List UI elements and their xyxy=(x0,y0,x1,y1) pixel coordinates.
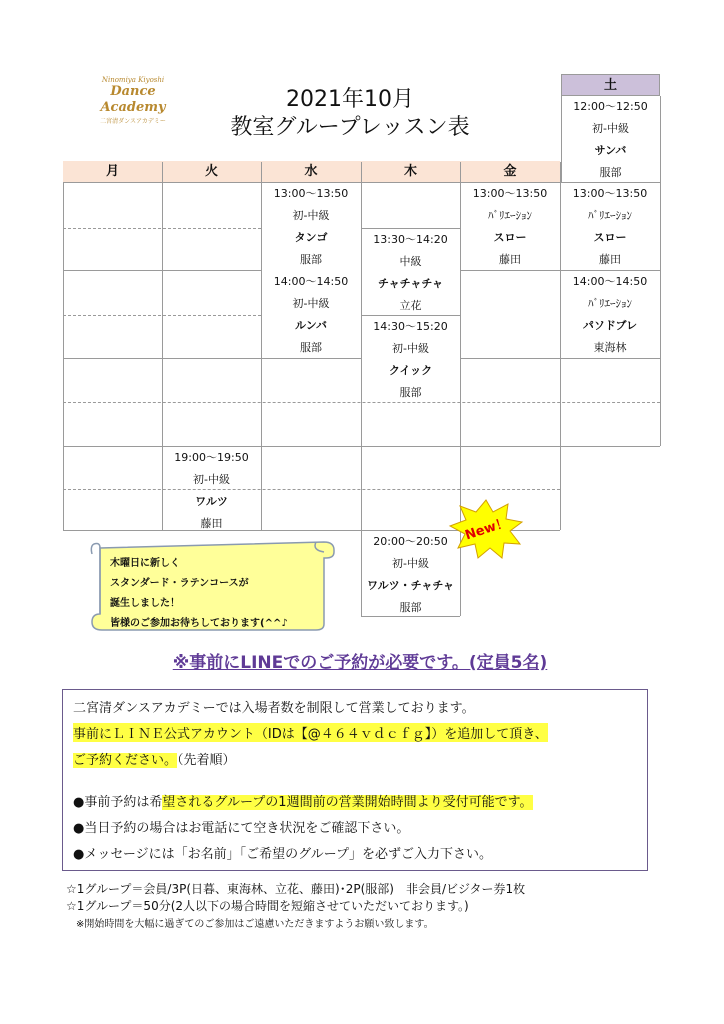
lesson-level: 初-中級 xyxy=(193,473,230,486)
lesson-level: ﾊﾞﾘｴｰｼｮﾝ xyxy=(588,209,632,222)
info-line-3 xyxy=(73,749,236,768)
lesson-dance: パソドブレ xyxy=(582,319,638,332)
lesson-level: ﾊﾞﾘｴｰｼｮﾝ xyxy=(588,297,632,310)
lesson-teacher: 服部 xyxy=(399,386,422,399)
announcement-line: 皆様のご参加お待ちしております(^^♪ xyxy=(110,618,288,629)
footer-line-2: ☆1グループ＝50分(2人以下の場合時間を短縮させていただいております。) xyxy=(66,899,469,913)
announcement-line: 誕生しました！ xyxy=(110,598,180,609)
lesson-sat-2 xyxy=(560,271,660,359)
info-line-4-highlight: 望されるグループの1週間前の営業開始時間より受付可能です。 xyxy=(162,795,533,810)
day-header-tue: 火 xyxy=(162,161,261,183)
lesson-dance: スロー xyxy=(493,231,527,244)
title-month: 2021年10月 xyxy=(286,87,414,112)
lesson-time: 13:00～13:50 xyxy=(572,187,648,200)
lesson-level: 初-中級 xyxy=(392,342,429,355)
announcement-line: 木曜日に新しく xyxy=(110,558,180,569)
lesson-sat-1 xyxy=(560,183,660,271)
lesson-wed-1 xyxy=(261,183,361,271)
lesson-dance: スロー xyxy=(593,231,627,244)
lesson-dance: タンゴ xyxy=(294,231,328,244)
footer-line-1: ☆1グループ＝会員/3P(日暮、東海林、立花、藤田)･2P(服部) 非会員/ビジター券1枚 xyxy=(66,882,526,896)
day-header-thu: 木 xyxy=(361,161,460,183)
lesson-wed-2 xyxy=(261,271,361,359)
lesson-time: 13:00～13:50 xyxy=(472,187,548,200)
lesson-teacher: 東海林 xyxy=(593,341,627,354)
info-line-4 xyxy=(73,791,533,810)
lesson-teacher: 服部 xyxy=(599,166,622,179)
announcement-line: スタンダード・ラテンコースが xyxy=(110,578,249,589)
lesson-level: ﾊﾞﾘｴｰｼｮﾝ xyxy=(488,209,532,222)
day-header-wed: 水 xyxy=(261,161,361,183)
lesson-teacher: 藤田 xyxy=(499,253,521,266)
lesson-sat-top xyxy=(561,96,660,184)
lesson-dance: クイック xyxy=(388,364,433,377)
lesson-teacher: 藤田 xyxy=(200,517,223,530)
lesson-level: 中級 xyxy=(399,255,422,268)
title-main: 教室グループレッスン表 xyxy=(230,115,470,140)
info-line-2: 事前にＬＩＮＥ公式アカウント（IDは【@４６４ｖｄｃｆｇ】）を追加して頂き、 xyxy=(73,723,548,742)
info-line-4-start: ●事前予約は希 xyxy=(73,795,163,810)
lesson-dance: ワルツ xyxy=(195,495,228,508)
lesson-dance: サンバ xyxy=(594,144,627,157)
info-line-3-highlight: ご予約ください。 xyxy=(73,753,178,768)
lesson-level: 初-中級 xyxy=(592,122,629,135)
info-box xyxy=(62,689,648,871)
lesson-dance: チャチャチャ xyxy=(377,277,443,290)
lesson-time: 14:00～14:50 xyxy=(273,275,349,288)
lesson-time: 14:30～15:20 xyxy=(373,320,448,333)
lesson-teacher: 服部 xyxy=(399,601,422,614)
lesson-time: 13:00～13:50 xyxy=(273,187,349,200)
logo-name: Ninomiya Kiyoshi xyxy=(101,76,165,84)
lesson-fri-1 xyxy=(460,183,560,271)
logo-subtitle: 二宮清ダンスアカデミー xyxy=(100,118,166,125)
lesson-teacher: 服部 xyxy=(300,253,322,266)
info-line-6: ●メッセージには「お名前」「ご希望のグループ」を必ずご入力下さい。 xyxy=(73,847,493,862)
lesson-level: 初-中級 xyxy=(292,297,330,310)
lesson-thu-2 xyxy=(361,316,460,404)
logo-title: Dance Academy xyxy=(100,84,166,115)
lesson-time: 12:00～12:50 xyxy=(573,100,648,113)
new-badge xyxy=(448,498,524,560)
reservation-notice: ※事前にLINEでのご予約が必要です。(定員5名) xyxy=(172,653,548,673)
lesson-thu-3 xyxy=(361,531,460,619)
lesson-dance: ワルツ・チャチャ xyxy=(366,579,454,592)
lesson-time: 19:00～19:50 xyxy=(174,451,249,464)
lesson-thu-1 xyxy=(361,229,460,317)
lesson-tue-1 xyxy=(162,447,261,535)
lesson-dance: ルンバ xyxy=(295,319,327,332)
lesson-level: 初-中級 xyxy=(392,557,429,570)
info-line-1: 二宮清ダンスアカデミーでは入場者数を制限して営業しております。 xyxy=(73,701,475,716)
day-header-fri: 金 xyxy=(460,161,560,183)
academy-logo xyxy=(88,76,178,125)
info-line-5: ●当日予約の場合はお電話にて空き状況をご確認下さい。 xyxy=(73,821,410,836)
announcement-text xyxy=(110,554,288,634)
new-badge-label: New！ xyxy=(463,515,511,544)
lesson-teacher: 藤田 xyxy=(599,253,621,266)
day-header-sat: 土 xyxy=(561,74,660,96)
lesson-teacher: 立花 xyxy=(399,299,422,312)
announcement-scroll xyxy=(88,538,338,634)
lesson-teacher: 服部 xyxy=(300,341,322,354)
page-title xyxy=(200,86,500,142)
lesson-time: 13:30～14:20 xyxy=(373,233,448,246)
footer-line-3: ※開始時間を大幅に過ぎてのご参加はご遠慮いただきますようお願い致します。 xyxy=(76,919,434,930)
lesson-level: 初-中級 xyxy=(292,209,330,222)
info-line-3-rest: （先着順） xyxy=(177,753,236,768)
lesson-time: 14:00～14:50 xyxy=(572,275,648,288)
lesson-time: 20:00～20:50 xyxy=(373,535,448,548)
day-header-mon: 月 xyxy=(63,161,162,183)
